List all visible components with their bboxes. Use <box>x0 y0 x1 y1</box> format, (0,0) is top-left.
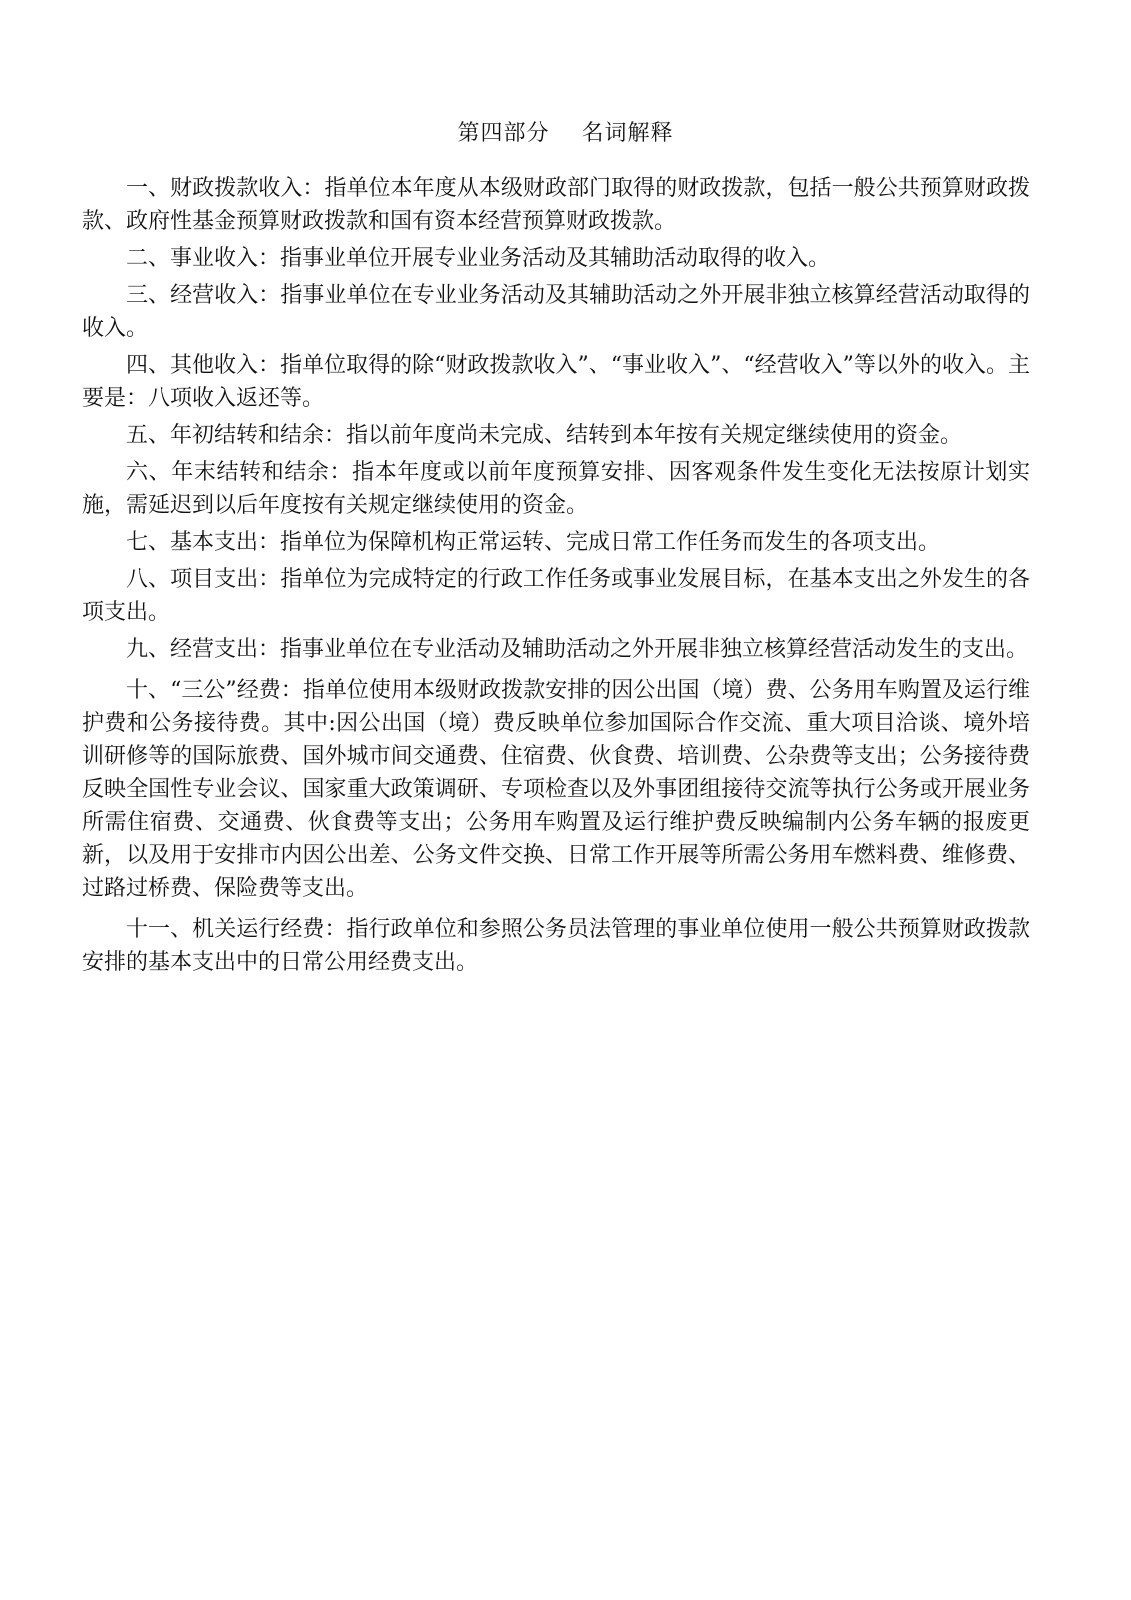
term-paragraph-5: 五、年初结转和结余：指以前年度尚未完成、结转到本年按有关规定继续使用的资金。 <box>126 423 963 448</box>
term-paragraph-3: 三、经营收入：指事业单位在专业业务活动及其辅助活动之外开展非独立核算经营活动取得的收入。 <box>82 283 1030 341</box>
glossary-body <box>82 172 1030 983</box>
term-paragraph-11: 十一、机关运行经费：指行政单位和参照公务员法管理的事业单位使用一般公共预算财政拨款安排的基本支出中的日常公用经费支出。 <box>82 917 1030 975</box>
page-title: 第四部分 名词解释 <box>457 121 674 146</box>
term-paragraph-9: 九、经营支出：指事业单位在专业活动及辅助活动之外开展非独立核算经营活动发生的支出。 <box>126 637 1029 662</box>
term-paragraph-1: 一、财政拨款收入：指单位本年度从本级财政部门取得的财政拨款，包括一般公共预算财政拨款、政府性基金预算财政拨款和国有资本经营预算财政拨款。 <box>82 176 1030 234</box>
term-paragraph-4: 四、其他收入：指单位取得的除“财政拨款收入”、“事业收入”、“经营收入”等以外的收入。主要是：八项收入返还等。 <box>82 353 1030 411</box>
term-paragraph-2: 二、事业收入：指事业单位开展专业业务活动及其辅助活动取得的收入。 <box>126 246 831 271</box>
term-paragraph-6: 六、年末结转和结余：指本年度或以前年度预算安排、因客观条件发生变化无法按原计划实施，需延迟到以后年度按有关规定继续使用的资金。 <box>82 460 1030 518</box>
term-paragraph-10: 十、“三公”经费：指单位使用本级财政拨款安排的因公出国（境）费、公务用车购置及运行维护费和公务接待费。其中:因公出国（境）费反映单位参加国际合作交流、重大项目洽谈、境外培训研修等的国际旅费、国外城市间交通费、住宿费、伙食费、培训费、公杂费等支出；公务接待费反映全国性专业会议、国家重大政策调研、专项检查以及外事团组接待交流等执行公务或开展业务所需住宿费、交通费、伙食费等支出；公务用车购置及运行维护费反映编制内公务车辆的报废更新，以及用于安排市内因公出差、公务文件交换、日常工作开展等所需公务用车燃料费、维修费、过路过桥费、保险费等支出。 <box>82 678 1030 901</box>
term-paragraph-7: 七、基本支出：指单位为保障机构正常运转、完成日常工作任务而发生的各项支出。 <box>126 530 941 555</box>
term-paragraph-8: 八、项目支出：指单位为完成特定的行政工作任务或事业发展目标，在基本支出之外发生的各项支出。 <box>82 567 1030 625</box>
